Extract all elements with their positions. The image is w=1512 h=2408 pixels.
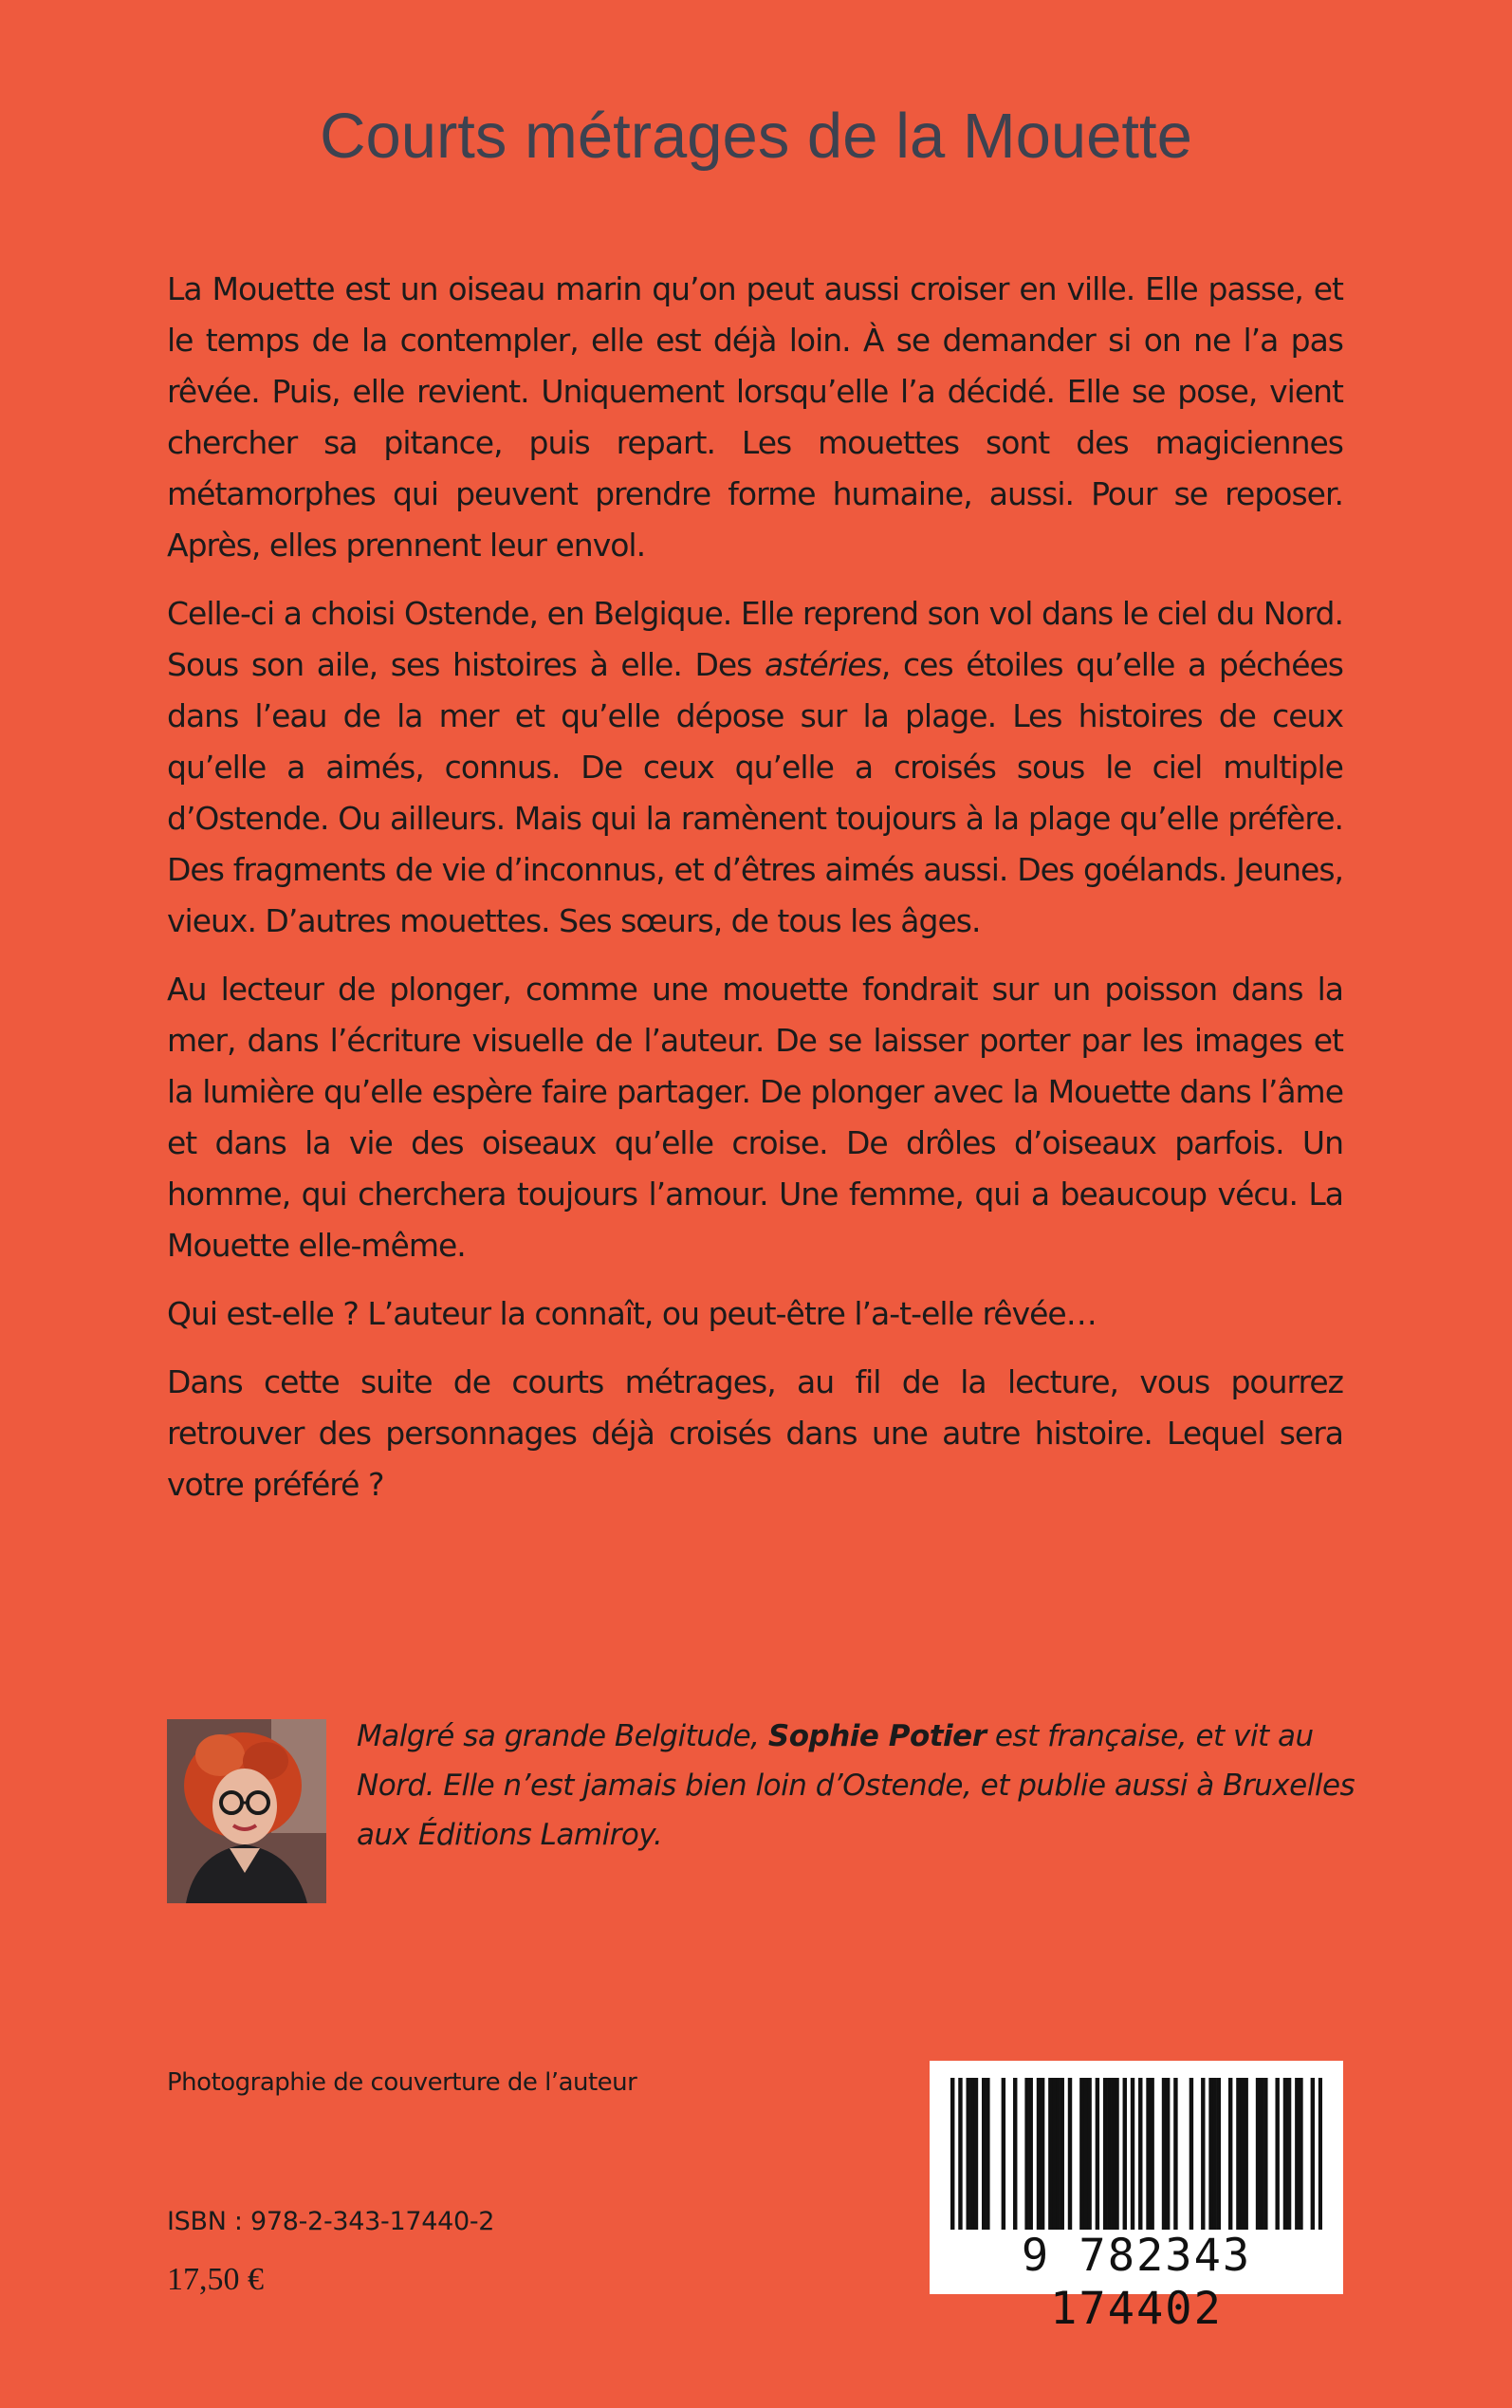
barcode-bar xyxy=(1115,2078,1118,2230)
barcode-bar xyxy=(1068,2078,1072,2230)
barcode-bar xyxy=(1138,2078,1142,2230)
barcode-bar xyxy=(1037,2078,1041,2230)
barcode-bar xyxy=(1228,2078,1232,2230)
book-title: Courts métrages de la Mouette xyxy=(320,101,1192,172)
blurb-paragraph-5: Dans cette suite de courts métrages, au fil de la lecture, vous pourrez retrouver des personnages déjà croisés dans une autre histoire. Lequel sera votre préféré ? xyxy=(167,1363,1343,1503)
barcode-bar xyxy=(1287,2078,1291,2230)
author-name: Sophie Potier xyxy=(767,1719,986,1753)
barcode-bar xyxy=(1083,2078,1087,2230)
blurb-paragraph-1: La Mouette est un oiseau marin qu’on peut aussi croiser en ville. Elle passe, et le temps de la contempler, elle est déjà loin. À se demander si on ne l’a pas rêvée. Puis, elle revient. Uniquement lorsqu’elle l’a décidé. Elle se pose, vient chercher sa pitance, puis repart. Les mouettes sont des magiciennes métamorphes qui peuvent prendre forme humaine, aussi. Pour se reposer. Après, elles prennent leur envol. xyxy=(167,270,1343,564)
barcode-bar xyxy=(1150,2078,1153,2230)
blurb-paragraph-3: Au lecteur de plonger, comme une mouette fondrait sur un poisson dans la mer, dans l’écriture visuelle de l’auteur. De se laisser porter par les images et la lumière qu’elle espère faire partager. De plonger avec la Mouette dans l’âme et dans la vie des oiseaux qu’elle croise. De drôles d’oiseaux parfois. Un homme, qui cherchera toujours l’amour. Une femme, qui a beaucoup vécu. La Mouette elle-même. xyxy=(167,971,1343,1264)
barcode-bar xyxy=(950,2078,954,2230)
author-bio-end: est française, et vit au Nord. Elle n’est jamais bien loin d’Ostende, et publie aussi à Bruxelles aux Éditions Lamiroy. xyxy=(357,1719,1355,1852)
photo-credit: Photographie de couverture de l’auteur xyxy=(167,2068,637,2097)
barcode-bar xyxy=(958,2078,962,2230)
price: 17,50 € xyxy=(167,2262,264,2297)
barcode-bar xyxy=(1029,2078,1033,2230)
barcode-bar xyxy=(1111,2078,1115,2230)
barcode-bar xyxy=(1087,2078,1091,2230)
barcode-bar xyxy=(970,2078,974,2230)
barcode-bar xyxy=(1107,2078,1111,2230)
barcode-bar xyxy=(1189,2078,1193,2230)
barcode-bar xyxy=(1295,2078,1299,2230)
back-cover-blurb xyxy=(167,264,1343,1528)
barcode-bar xyxy=(1173,2078,1177,2230)
barcode-bar xyxy=(1056,2078,1060,2230)
blurb-p2-italic-word: astéries xyxy=(765,646,881,683)
blurb-paragraph-4: Qui est-elle ? L’auteur la connaît, ou peut-être l’a-t-elle rêvée… xyxy=(167,1295,1097,1332)
barcode-bars xyxy=(950,2078,1322,2230)
barcode-bar xyxy=(1103,2078,1107,2230)
barcode-bar xyxy=(1263,2078,1267,2230)
barcode-bar xyxy=(1244,2078,1247,2230)
barcode-bar xyxy=(1217,2078,1221,2230)
author-bio xyxy=(357,1712,1362,1860)
blurb-p2-end: , ces étoiles qu’elle a péchées dans l’eau de la mer et qu’elle dépose sur la plage. Les histoires de ceux qu’elle a aimés, connus. De ceux qu’elle a croisés sous le ciel multiple d’Ostende. Ou ailleurs. Mais qui la ramènent toujours à la plage qu’elle préfère. Des fragments de vie d’inconnus, et d’êtres aimés aussi. Des goélands. Jeunes, vieux. D’autres mouettes. Ses sœurs, de tous les âges. xyxy=(167,646,1343,939)
barcode-bar xyxy=(1260,2078,1263,2230)
barcode-bar xyxy=(1079,2078,1083,2230)
barcode-bar xyxy=(1275,2078,1279,2230)
blurb-p2-start: Celle-ci a choisi Ostende, en Belgique. Elle reprend son vol dans le ciel du Nord. Sous son aile, ses histoires à elle. Des xyxy=(167,595,1343,683)
barcode-bar xyxy=(1060,2078,1064,2230)
blurb-paragraph-2 xyxy=(167,588,1343,947)
barcode-bar xyxy=(1162,2078,1166,2230)
barcode-bar xyxy=(1318,2078,1322,2230)
barcode-bar xyxy=(1146,2078,1150,2230)
barcode-bar xyxy=(1311,2078,1315,2230)
author-bio-start: Malgré sa grande Belgitude, xyxy=(357,1719,768,1753)
barcode-bar xyxy=(1283,2078,1287,2230)
barcode-bar xyxy=(1131,2078,1134,2230)
barcode-bar xyxy=(1236,2078,1240,2230)
barcode xyxy=(930,2061,1343,2335)
barcode-bar xyxy=(1166,2078,1170,2230)
barcode-bar xyxy=(1052,2078,1056,2230)
barcode-bar xyxy=(1096,2078,1099,2230)
barcode-bar xyxy=(1201,2078,1205,2230)
barcode-bar xyxy=(1048,2078,1052,2230)
barcode-bar xyxy=(1041,2078,1044,2230)
barcode-bar xyxy=(1299,2078,1302,2230)
barcode-bar xyxy=(1002,2078,1005,2230)
barcode-bar xyxy=(1123,2078,1127,2230)
barcode-bar xyxy=(1256,2078,1260,2230)
barcode-bar xyxy=(982,2078,986,2230)
barcode-bar xyxy=(974,2078,978,2230)
barcode-bar xyxy=(1013,2078,1017,2230)
barcode-bar xyxy=(1208,2078,1212,2230)
barcode-bar xyxy=(1240,2078,1244,2230)
barcode-bar xyxy=(1024,2078,1028,2230)
barcode-bar xyxy=(986,2078,989,2230)
barcode-bar xyxy=(1212,2078,1216,2230)
author-photo xyxy=(167,1719,326,1903)
isbn: ISBN : 978-2-343-17440-2 xyxy=(167,2207,495,2236)
barcode-bar xyxy=(967,2078,970,2230)
barcode-number: 9 782343 174402 xyxy=(1021,2230,1252,2335)
